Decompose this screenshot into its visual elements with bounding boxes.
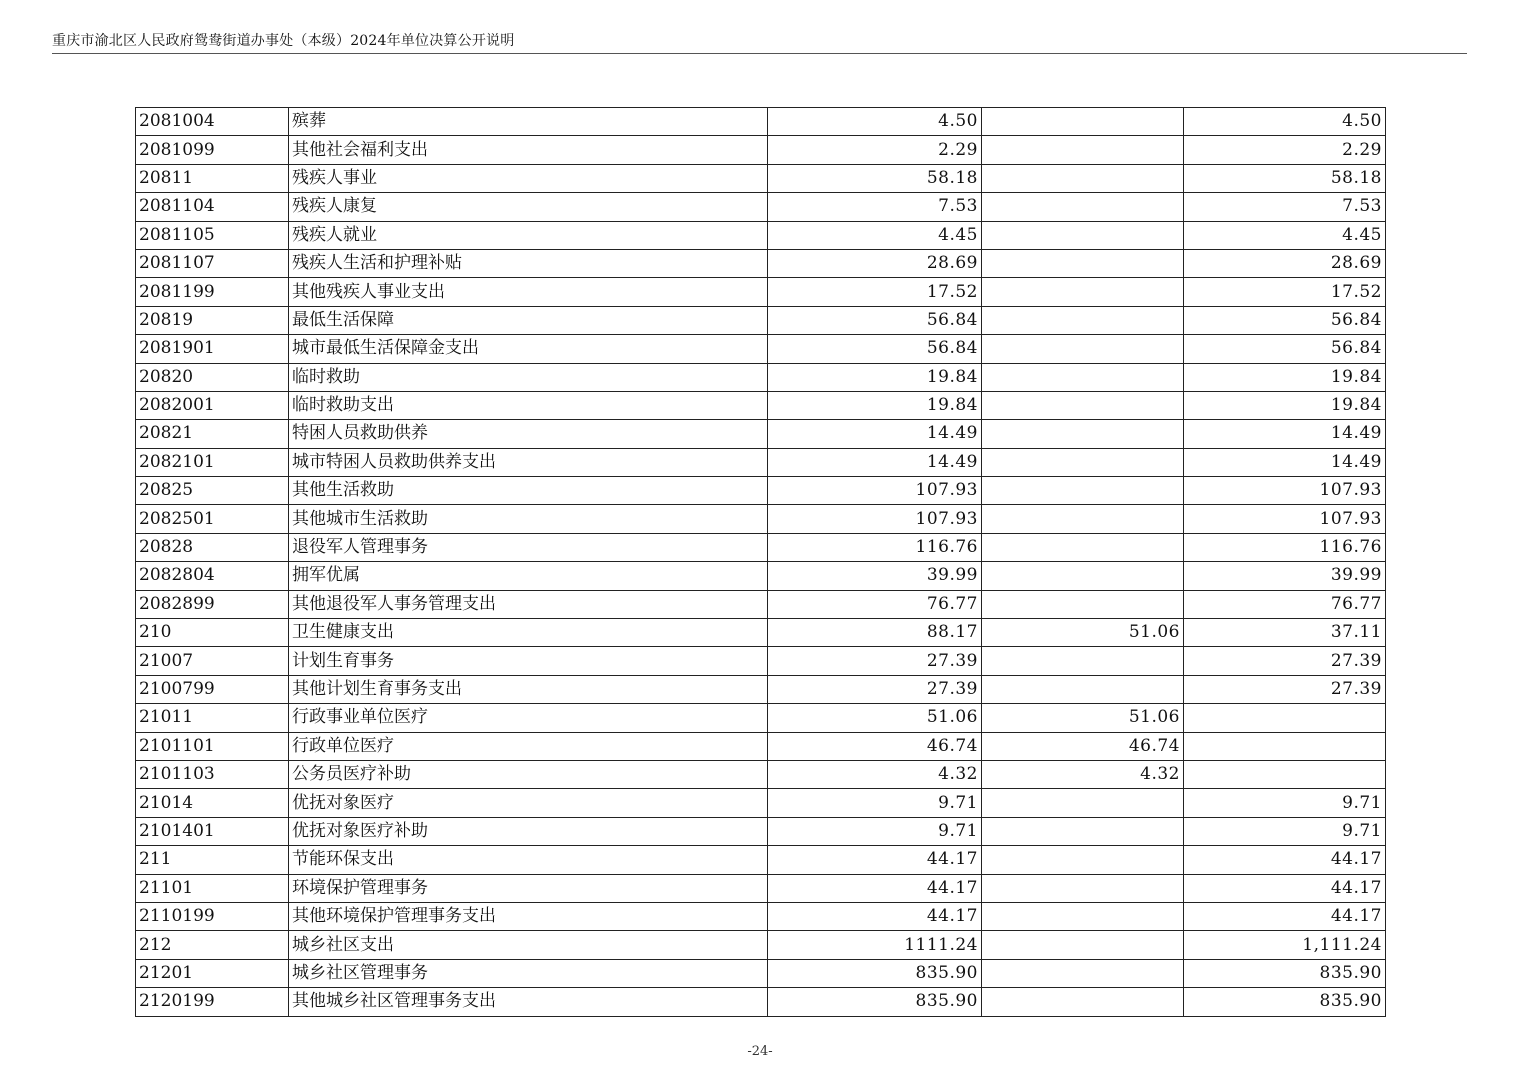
table-row: [136, 590, 1386, 618]
basic-expenditure-cell: [982, 363, 1184, 391]
total-amount-cell: 19.84: [768, 391, 982, 419]
basic-expenditure-cell: [982, 902, 1184, 930]
total-amount-cell: 1111.24: [768, 931, 982, 959]
subject-name-cell: 优抚对象医疗: [289, 789, 768, 817]
total-amount-cell: 14.49: [768, 448, 982, 476]
project-expenditure-cell: 2.29: [1184, 136, 1386, 164]
subject-code-cell: 2082804: [136, 562, 289, 590]
table-row: [136, 221, 1386, 249]
basic-expenditure-cell: [982, 505, 1184, 533]
basic-expenditure-cell: [982, 448, 1184, 476]
table-row: [136, 136, 1386, 164]
table-row: [136, 704, 1386, 732]
subject-name-cell: 卫生健康支出: [289, 619, 768, 647]
project-expenditure-cell: 1,111.24: [1184, 931, 1386, 959]
subject-code-cell: 2101103: [136, 760, 289, 788]
basic-expenditure-cell: [982, 817, 1184, 845]
total-amount-cell: 17.52: [768, 278, 982, 306]
project-expenditure-cell: 835.90: [1184, 959, 1386, 987]
total-amount-cell: 58.18: [768, 164, 982, 192]
subject-name-cell: 残疾人生活和护理补贴: [289, 249, 768, 277]
subject-name-cell: 城乡社区支出: [289, 931, 768, 959]
basic-expenditure-cell: [982, 789, 1184, 817]
basic-expenditure-cell: [982, 477, 1184, 505]
basic-expenditure-cell: 4.32: [982, 760, 1184, 788]
basic-expenditure-cell: [982, 647, 1184, 675]
basic-expenditure-cell: [982, 193, 1184, 221]
subject-code-cell: 21007: [136, 647, 289, 675]
project-expenditure-cell: 7.53: [1184, 193, 1386, 221]
project-expenditure-cell: 14.49: [1184, 448, 1386, 476]
table-row: [136, 108, 1386, 136]
subject-code-cell: 2082501: [136, 505, 289, 533]
total-amount-cell: 44.17: [768, 846, 982, 874]
table-row: [136, 278, 1386, 306]
subject-name-cell: 残疾人康复: [289, 193, 768, 221]
basic-expenditure-cell: 51.06: [982, 619, 1184, 647]
project-expenditure-cell: 19.84: [1184, 363, 1386, 391]
header-divider: [52, 53, 1467, 54]
project-expenditure-cell: 44.17: [1184, 874, 1386, 902]
subject-code-cell: 20811: [136, 164, 289, 192]
basic-expenditure-cell: 46.74: [982, 732, 1184, 760]
project-expenditure-cell: 56.84: [1184, 306, 1386, 334]
project-expenditure-cell: 107.93: [1184, 505, 1386, 533]
subject-name-cell: 临时救助支出: [289, 391, 768, 419]
total-amount-cell: 44.17: [768, 874, 982, 902]
table-row: [136, 306, 1386, 334]
subject-name-cell: 优抚对象医疗补助: [289, 817, 768, 845]
table-row: [136, 249, 1386, 277]
table-row: [136, 562, 1386, 590]
project-expenditure-cell: 9.71: [1184, 789, 1386, 817]
project-expenditure-cell: 44.17: [1184, 902, 1386, 930]
subject-name-cell: 其他生活救助: [289, 477, 768, 505]
project-expenditure-cell: 9.71: [1184, 817, 1386, 845]
total-amount-cell: 14.49: [768, 420, 982, 448]
basic-expenditure-cell: [982, 420, 1184, 448]
subject-name-cell: 计划生育事务: [289, 647, 768, 675]
subject-name-cell: 退役军人管理事务: [289, 533, 768, 561]
basic-expenditure-cell: [982, 108, 1184, 136]
total-amount-cell: 7.53: [768, 193, 982, 221]
subject-name-cell: 其他计划生育事务支出: [289, 675, 768, 703]
table-row: [136, 619, 1386, 647]
subject-name-cell: 拥军优属: [289, 562, 768, 590]
page-number: -24-: [747, 1044, 773, 1059]
project-expenditure-cell: 116.76: [1184, 533, 1386, 561]
table-row: [136, 335, 1386, 363]
subject-code-cell: 2081107: [136, 249, 289, 277]
subject-name-cell: 残疾人就业: [289, 221, 768, 249]
basic-expenditure-cell: [982, 562, 1184, 590]
total-amount-cell: 4.32: [768, 760, 982, 788]
table-row: [136, 164, 1386, 192]
basic-expenditure-cell: [982, 533, 1184, 561]
basic-expenditure-cell: [982, 136, 1184, 164]
total-amount-cell: 4.50: [768, 108, 982, 136]
subject-name-cell: 残疾人事业: [289, 164, 768, 192]
total-amount-cell: 9.71: [768, 817, 982, 845]
table-row: [136, 789, 1386, 817]
project-expenditure-cell: 28.69: [1184, 249, 1386, 277]
table-row: [136, 846, 1386, 874]
subject-code-cell: 210: [136, 619, 289, 647]
table-row: [136, 817, 1386, 845]
subject-name-cell: 城市特困人员救助供养支出: [289, 448, 768, 476]
table-row: [136, 193, 1386, 221]
subject-code-cell: 2110199: [136, 902, 289, 930]
project-expenditure-cell: 4.50: [1184, 108, 1386, 136]
expenditure-table: [135, 107, 1386, 1017]
project-expenditure-cell: 56.84: [1184, 335, 1386, 363]
table-body: [136, 108, 1386, 1017]
table-row: [136, 988, 1386, 1016]
subject-name-cell: 其他残疾人事业支出: [289, 278, 768, 306]
subject-name-cell: 行政事业单位医疗: [289, 704, 768, 732]
subject-name-cell: 公务员医疗补助: [289, 760, 768, 788]
subject-name-cell: 城乡社区管理事务: [289, 959, 768, 987]
project-expenditure-cell: 835.90: [1184, 988, 1386, 1016]
table-row: [136, 959, 1386, 987]
subject-code-cell: 2081099: [136, 136, 289, 164]
total-amount-cell: 107.93: [768, 505, 982, 533]
project-expenditure-cell: [1184, 760, 1386, 788]
project-expenditure-cell: 58.18: [1184, 164, 1386, 192]
subject-name-cell: 其他城市生活救助: [289, 505, 768, 533]
subject-code-cell: 20819: [136, 306, 289, 334]
project-expenditure-cell: 27.39: [1184, 647, 1386, 675]
total-amount-cell: 46.74: [768, 732, 982, 760]
table-row: [136, 760, 1386, 788]
subject-code-cell: 20828: [136, 533, 289, 561]
basic-expenditure-cell: [982, 306, 1184, 334]
basic-expenditure-cell: [982, 221, 1184, 249]
subject-code-cell: 20825: [136, 477, 289, 505]
subject-code-cell: 2081104: [136, 193, 289, 221]
total-amount-cell: 27.39: [768, 647, 982, 675]
total-amount-cell: 835.90: [768, 988, 982, 1016]
subject-code-cell: 212: [136, 931, 289, 959]
subject-name-cell: 殡葬: [289, 108, 768, 136]
basic-expenditure-cell: [982, 988, 1184, 1016]
total-amount-cell: 44.17: [768, 902, 982, 930]
project-expenditure-cell: 44.17: [1184, 846, 1386, 874]
subject-code-cell: 2081901: [136, 335, 289, 363]
total-amount-cell: 835.90: [768, 959, 982, 987]
subject-code-cell: 2081199: [136, 278, 289, 306]
subject-name-cell: 其他城乡社区管理事务支出: [289, 988, 768, 1016]
subject-name-cell: 环境保护管理事务: [289, 874, 768, 902]
project-expenditure-cell: 19.84: [1184, 391, 1386, 419]
table-row: [136, 420, 1386, 448]
subject-name-cell: 临时救助: [289, 363, 768, 391]
total-amount-cell: 56.84: [768, 335, 982, 363]
project-expenditure-cell: 76.77: [1184, 590, 1386, 618]
page-header-title: 重庆市渝北区人民政府鸳鸯街道办事处（本级）2024年单位决算公开说明: [52, 33, 515, 49]
subject-name-cell: 城市最低生活保障金支出: [289, 335, 768, 363]
basic-expenditure-cell: [982, 675, 1184, 703]
total-amount-cell: 76.77: [768, 590, 982, 618]
total-amount-cell: 19.84: [768, 363, 982, 391]
subject-name-cell: 最低生活保障: [289, 306, 768, 334]
basic-expenditure-cell: [982, 164, 1184, 192]
subject-name-cell: 特困人员救助供养: [289, 420, 768, 448]
subject-name-cell: 其他环境保护管理事务支出: [289, 902, 768, 930]
basic-expenditure-cell: 51.06: [982, 704, 1184, 732]
total-amount-cell: 51.06: [768, 704, 982, 732]
total-amount-cell: 27.39: [768, 675, 982, 703]
total-amount-cell: 28.69: [768, 249, 982, 277]
subject-code-cell: 211: [136, 846, 289, 874]
subject-code-cell: 2101101: [136, 732, 289, 760]
subject-code-cell: 21011: [136, 704, 289, 732]
subject-code-cell: 20821: [136, 420, 289, 448]
basic-expenditure-cell: [982, 959, 1184, 987]
subject-code-cell: 21101: [136, 874, 289, 902]
project-expenditure-cell: 39.99: [1184, 562, 1386, 590]
subject-code-cell: 2082101: [136, 448, 289, 476]
total-amount-cell: 4.45: [768, 221, 982, 249]
subject-code-cell: 2082001: [136, 391, 289, 419]
total-amount-cell: 88.17: [768, 619, 982, 647]
subject-name-cell: 节能环保支出: [289, 846, 768, 874]
subject-code-cell: 21201: [136, 959, 289, 987]
subject-name-cell: 其他退役军人事务管理支出: [289, 590, 768, 618]
subject-name-cell: 其他社会福利支出: [289, 136, 768, 164]
table-row: [136, 391, 1386, 419]
basic-expenditure-cell: [982, 249, 1184, 277]
total-amount-cell: 107.93: [768, 477, 982, 505]
project-expenditure-cell: 37.11: [1184, 619, 1386, 647]
subject-code-cell: 20820: [136, 363, 289, 391]
table-row: [136, 505, 1386, 533]
table-row: [136, 732, 1386, 760]
subject-code-cell: 2101401: [136, 817, 289, 845]
basic-expenditure-cell: [982, 931, 1184, 959]
total-amount-cell: 39.99: [768, 562, 982, 590]
basic-expenditure-cell: [982, 391, 1184, 419]
project-expenditure-cell: 27.39: [1184, 675, 1386, 703]
basic-expenditure-cell: [982, 590, 1184, 618]
total-amount-cell: 2.29: [768, 136, 982, 164]
table-row: [136, 874, 1386, 902]
subject-code-cell: 2081105: [136, 221, 289, 249]
table-row: [136, 448, 1386, 476]
basic-expenditure-cell: [982, 278, 1184, 306]
total-amount-cell: 56.84: [768, 306, 982, 334]
table-row: [136, 477, 1386, 505]
table-row: [136, 647, 1386, 675]
project-expenditure-cell: [1184, 732, 1386, 760]
subject-code-cell: 2100799: [136, 675, 289, 703]
table-row: [136, 675, 1386, 703]
subject-code-cell: 2081004: [136, 108, 289, 136]
subject-code-cell: 21014: [136, 789, 289, 817]
basic-expenditure-cell: [982, 846, 1184, 874]
project-expenditure-cell: 4.45: [1184, 221, 1386, 249]
project-expenditure-cell: 17.52: [1184, 278, 1386, 306]
table-row: [136, 533, 1386, 561]
project-expenditure-cell: [1184, 704, 1386, 732]
subject-code-cell: 2120199: [136, 988, 289, 1016]
project-expenditure-cell: 14.49: [1184, 420, 1386, 448]
total-amount-cell: 116.76: [768, 533, 982, 561]
table-row: [136, 902, 1386, 930]
total-amount-cell: 9.71: [768, 789, 982, 817]
table-row: [136, 363, 1386, 391]
basic-expenditure-cell: [982, 335, 1184, 363]
table-row: [136, 931, 1386, 959]
project-expenditure-cell: 107.93: [1184, 477, 1386, 505]
subject-name-cell: 行政单位医疗: [289, 732, 768, 760]
basic-expenditure-cell: [982, 874, 1184, 902]
subject-code-cell: 2082899: [136, 590, 289, 618]
